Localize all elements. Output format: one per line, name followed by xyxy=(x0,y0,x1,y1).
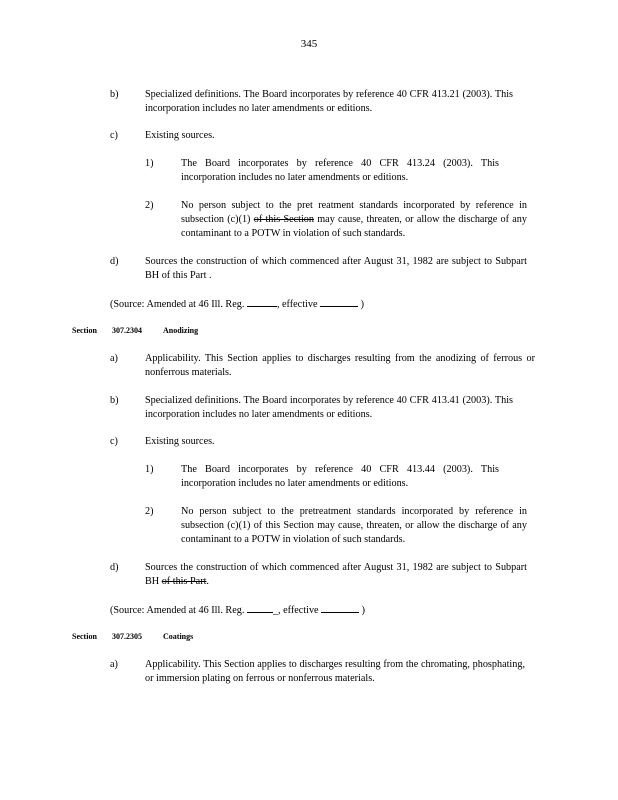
source-prefix: (Source: Amended at 46 Ill. Reg. xyxy=(110,605,245,616)
source-mid: _, effective xyxy=(272,605,319,616)
section-number: 307.2304 xyxy=(112,326,142,335)
text-part: No person subject to the pret reatment standards incorporated by reference in subsection (c)(1) xyxy=(181,200,527,225)
section-number: 307.2305 xyxy=(112,632,142,641)
source-note-2304 xyxy=(110,602,365,618)
source-prefix: (Source: Amended at 46 Ill. Reg. xyxy=(110,299,245,310)
section-title: Anodizing xyxy=(163,326,199,335)
item-text xyxy=(145,561,527,589)
item-label: 2) xyxy=(145,200,154,211)
section-title: Coatings xyxy=(163,632,194,641)
blank-line xyxy=(321,602,359,613)
item-text: No person subject to the pretreatment standards incorporated by reference in subsection (c)(1) of this Section may cause, threaten, or allow the discharge of any contaminant to a POTW in violation of such standards. xyxy=(181,506,527,545)
blank-line xyxy=(247,602,273,613)
section-word: Section xyxy=(72,632,97,641)
item-label: b) xyxy=(110,395,119,406)
item-text: Existing sources. xyxy=(145,130,215,141)
text-part: may cause, threaten, or allow the discharge of any contaminant to a POTW in violation of such standards. xyxy=(181,214,527,239)
item-text: Specialized definitions. The Board incorporates by reference 40 CFR 413.41 (2003). This incorporation includes no later amendments or editions. xyxy=(145,395,513,420)
item-text: Applicability. This Section applies to discharges resulting from the chromating, phosphating, or immersion plating on ferrous or nonferrous materials. xyxy=(145,659,525,684)
struck-text: of this Part xyxy=(161,576,207,587)
item-text xyxy=(181,199,527,241)
source-note-2303 xyxy=(110,296,364,312)
source-suffix: ) xyxy=(361,605,366,616)
item-label: c) xyxy=(110,436,118,447)
item-label: a) xyxy=(110,659,118,670)
blank-line xyxy=(247,296,277,307)
item-label: 1) xyxy=(145,158,154,169)
item-text: Sources the construction of which commenced after August 31, 1982 are subject to Subpart BH of this Part . xyxy=(145,256,527,281)
item-label: c) xyxy=(110,130,118,141)
struck-text: of this Section xyxy=(253,214,314,225)
source-mid: , effective xyxy=(276,299,318,310)
item-label: d) xyxy=(110,256,119,267)
text-part: Sources the construction of which commenced after August 31, 1982 are subject to Subpart BH xyxy=(145,562,527,587)
item-label: a) xyxy=(110,353,118,364)
section-word: Section xyxy=(72,326,97,335)
page-number: 345 xyxy=(300,38,318,50)
item-label: d) xyxy=(110,562,119,573)
item-label: 2) xyxy=(145,506,154,517)
item-text: The Board incorporates by reference 40 CFR 413.24 (2003). This incorporation includes no later amendments or editions. xyxy=(181,158,499,183)
item-text: Existing sources. xyxy=(145,436,215,447)
item-label: 1) xyxy=(145,464,154,475)
blank-line xyxy=(320,296,358,307)
text-part: . xyxy=(206,576,209,587)
item-label: b) xyxy=(110,89,119,100)
item-text: The Board incorporates by reference 40 CFR 413.44 (2003). This incorporation includes no later amendments or editions. xyxy=(181,464,499,489)
item-text: Applicability. This Section applies to discharges resulting from the anodizing of ferrous or nonferrous materials. xyxy=(145,353,535,378)
item-text: Specialized definitions. The Board incorporates by reference 40 CFR 413.21 (2003). This incorporation includes no later amendments or editions. xyxy=(145,89,513,114)
source-suffix: ) xyxy=(360,299,364,310)
